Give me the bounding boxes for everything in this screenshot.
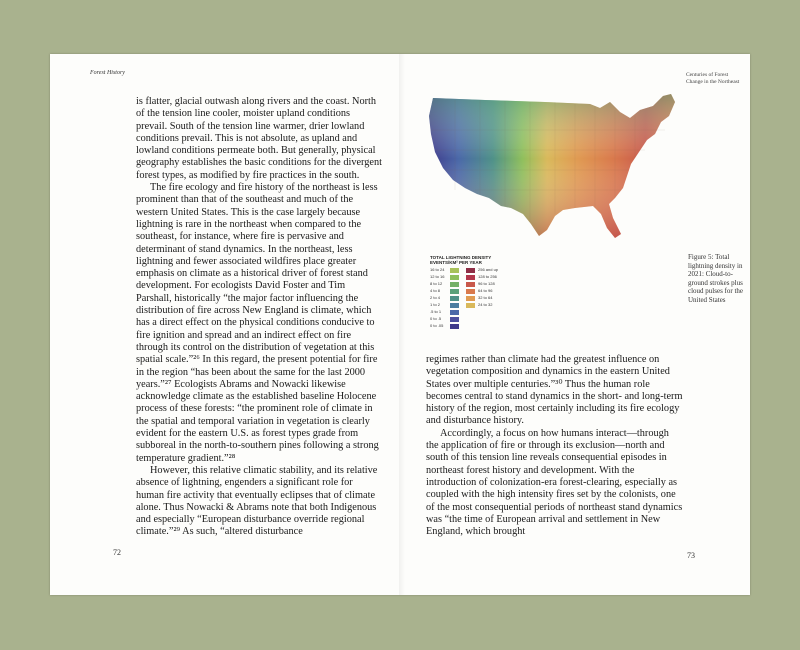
left-running-head: Forest History: [90, 70, 125, 76]
book-gutter: [399, 54, 405, 595]
legend-swatch: [450, 317, 459, 322]
legend-item: 64 to 96: [478, 288, 493, 293]
legend-item: 32 to 64: [478, 295, 493, 300]
legend-swatch: [466, 289, 475, 294]
legend-swatch: [450, 289, 459, 294]
paragraph: is flatter, glacial outwash along rivers and the coast. North of the tension line cooler, moister upland conditions prevail. South of the tension line warmer, drier lowland conditions prevail. This is not absolute, as upland and lowland conditions permeate both. But generally, physical geography establishes the basic conditions for the divergent forest types, as modified by fire practices in the south.: [136, 96, 383, 181]
legend-item: 8 to 12: [430, 281, 443, 286]
map-legend: [430, 255, 540, 335]
right-running-head: Centuries of Forest Change in the Northeast: [686, 72, 740, 85]
legend-item: 96 to 128: [478, 281, 495, 286]
legend-swatch: [450, 275, 459, 280]
legend-item: 2 to 4: [430, 295, 441, 300]
legend-swatch: [450, 303, 459, 308]
legend-item: 0 to .05: [430, 323, 444, 328]
legend-swatch: [450, 324, 459, 329]
page-number-right: 73: [687, 551, 695, 560]
legend-item: 12 to 16: [430, 274, 445, 279]
legend-swatch: [466, 268, 475, 273]
legend-item: .5 to 1: [430, 309, 442, 314]
right-page-text: [426, 354, 684, 538]
legend-item: 256 and up: [478, 267, 499, 272]
book-spread: [50, 54, 750, 595]
legend-item: 16 to 24: [430, 267, 445, 272]
legend-swatch: [466, 303, 475, 308]
legend-swatch: [466, 275, 475, 280]
legend-swatch: [450, 296, 459, 301]
legend-swatch: [450, 310, 459, 315]
legend-item: 0 to .5: [430, 316, 442, 321]
legend-swatch: [466, 282, 475, 287]
legend-swatch: [466, 296, 475, 301]
legend-item: 4 to 8: [430, 288, 441, 293]
paragraph: regimes rather than climate had the greatest influence on vegetation composition and dynamics in the eastern United States over multiple centuries.”³⁰ Thus the human role becomes central to stand dynamics in the short- and long-term history of the region, most certainly including its fire ecology and disturbance history.: [426, 354, 683, 427]
figure-caption: Figure 5: Total lightning density in 2021: Cloud-to-ground strokes plus cloud pulses for the United States: [688, 253, 744, 304]
legend-item: 128 to 256: [478, 274, 497, 279]
legend-swatch: [450, 268, 459, 273]
left-page-text: [136, 96, 382, 539]
legend-item: 1 to 2: [430, 302, 441, 307]
lightning-density-map: [425, 90, 680, 240]
legend-item: 24 to 32: [478, 302, 493, 307]
paragraph: However, this relative climatic stability, and its relative absence of lightning, engenders a significant role for human fire activity that eventually eclipses that of climate alone. Thus Nowacki & Abrams note that both Indigenous and especially “European disturbance override regional climate.”²⁹ As such, “altered disturbance: [136, 464, 378, 538]
legend-title: TOTAL LIGHTNING DENSITY EVENTS/KM² PER YEAR: [430, 255, 492, 265]
paragraph: The fire ecology and fire history of the northeast is less prominent than that of the southeast and much of the western United States. This is the case largely because lightning is rare in the northeast when compared to the southeast, for instance, where fire is pervasive and determinant of stand dynamics. In the northeast, less lightning and fewer associated wildfires place greater emphasis on climate as a historical driver of forest stand development. For ecologists David Foster and Tim Parshall, historically “the major factor influencing the distribution of fire across New England is climate, which has a direct effect on the physical conditions conducive to fire ignition and spread and an indirect effect on fire through its control on the distribution of vegetation at this spatial scale.”²⁶ In this regard, the present potential for fire in the region “has been about the same for the last 2000 years.”²⁷ Ecologists Abrams and Nowacki likewise acknowledge climate as the established baseline Holocene process of these forests: “the prominent role of climate in the spatial and temporal variation in vegetation is clearly evident for the eastern U.S. as forest types grade from subboreal in the north-to-southern pines following a strong temperature gradient.”²⁸: [136, 182, 379, 464]
paragraph: Accordingly, a focus on how humans interact—through the application of fire or through its exclusion—north and south of this tension line reveals consequential episodes in northeast forest history and development. With the introduction of colonization-era forest-clearing, especially as coupled with the high intensity fires set by the colonists, one of the most consequential periods of northeast stand dynamics was “the time of European arrival and settlement in New England, which brought: [426, 427, 683, 538]
page-number-left: 72: [113, 548, 121, 557]
legend-swatch: [450, 282, 459, 287]
